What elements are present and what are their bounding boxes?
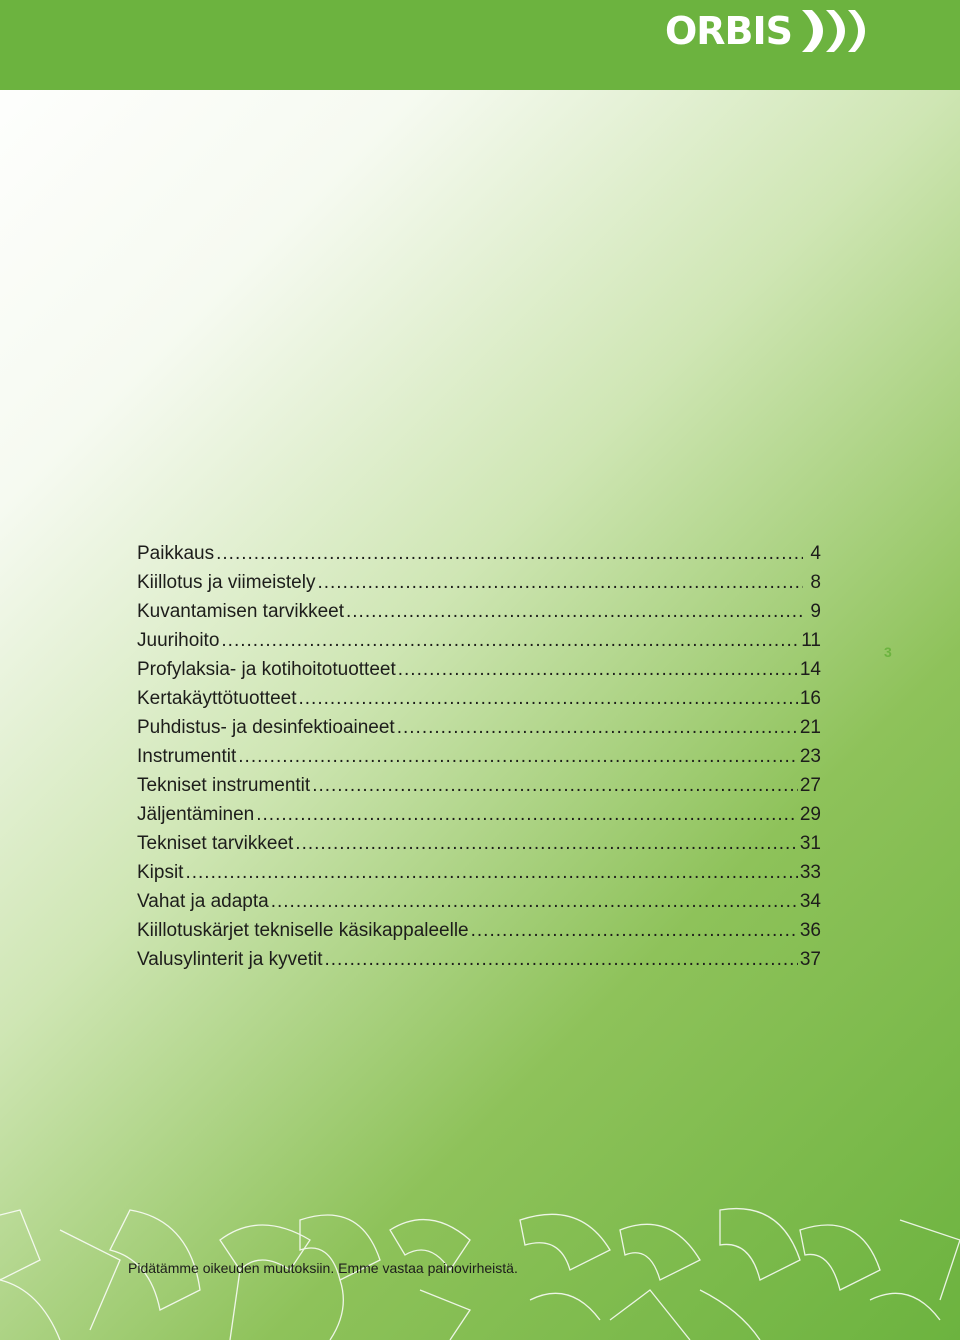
toc-entry-page: 33: [799, 862, 821, 883]
toc-entry-page: 14: [799, 659, 821, 680]
toc-leader-dots: [216, 539, 803, 568]
toc-entry: [137, 626, 821, 655]
toc-entry: [137, 655, 821, 684]
toc-entry-page: 23: [799, 746, 821, 767]
logo-text: ORBIS: [664, 9, 792, 53]
toc-entry-page: 36: [799, 920, 821, 941]
toc-entry-title: Tekniset instrumentit: [137, 775, 311, 796]
toc-leader-dots: [185, 858, 797, 887]
toc-leader-dots: [299, 684, 798, 713]
toc-leader-dots: [346, 597, 803, 626]
toc-leader-dots: [317, 568, 803, 597]
toc-entry-title: Kiillotuskärjet tekniselle käsikappaleelle: [137, 920, 469, 941]
toc-entry: [137, 858, 821, 887]
toc-entry: [137, 771, 821, 800]
toc-entry-title: Kipsit: [137, 862, 184, 883]
toc-entry: [137, 684, 821, 713]
toc-entry-page: 21: [799, 717, 821, 738]
toc-leader-dots: [397, 713, 798, 742]
toc-entry-page: 31: [799, 833, 821, 854]
toc-entry-title: Kiillotus ja viimeistely: [137, 572, 316, 593]
toc-leader-dots: [295, 829, 798, 858]
toc-entry: [137, 916, 821, 945]
toc-entry: [137, 887, 821, 916]
toc-entry: [137, 945, 821, 974]
toc-entry-title: Tekniset tarvikkeet: [137, 833, 294, 854]
toc-entry-title: Valusylinterit ja kyvetit: [137, 949, 323, 970]
toc-entry-title: Puhdistus- ja desinfektioaineet: [137, 717, 395, 738]
toc-entry-page: 11: [801, 630, 821, 651]
toc-entry-title: Paikkaus: [137, 543, 215, 564]
toc-entry-page: 29: [799, 804, 821, 825]
toc-entry-title: Profylaksia- ja kotihoitotuotteet: [137, 659, 396, 680]
toc-entry-title: Kuvantamisen tarvikkeet: [137, 601, 344, 622]
toc-leader-dots: [256, 800, 798, 829]
toc-entry-title: Instrumentit: [137, 746, 237, 767]
disclaimer-note: Pidätämme oikeuden muutoksiin. Emme vastaa painovirheistä.: [128, 1260, 518, 1276]
toc-entry-page: 34: [799, 891, 821, 912]
toc-leader-dots: [238, 742, 798, 771]
toc-entry: [137, 742, 821, 771]
toc-entry-page: 16: [799, 688, 821, 709]
toc-entry-page: 27: [799, 775, 821, 796]
toc-leader-dots: [325, 945, 798, 974]
toc-leader-dots: [471, 916, 798, 945]
toc-entry-title: Juurihoito: [137, 630, 220, 651]
toc-entry: [137, 713, 821, 742]
toc-entry: [137, 568, 821, 597]
header-bar: [0, 0, 960, 90]
toc-leader-dots: [312, 771, 798, 800]
toc-entry: [137, 597, 821, 626]
toc-entry-title: Kertakäyttötuotteet: [137, 688, 297, 709]
table-of-contents: [137, 539, 821, 974]
toc-leader-dots: [271, 887, 798, 916]
page-number: 3: [884, 644, 892, 660]
toc-leader-dots: [398, 655, 798, 684]
toc-entry-page: 8: [810, 572, 821, 593]
toc-entry: [137, 539, 821, 568]
orbis-logo: [665, 6, 870, 56]
toc-entry-page: 37: [799, 949, 821, 970]
toc-leader-dots: [221, 626, 799, 655]
toc-entry-title: Jäljentäminen: [137, 804, 255, 825]
toc-entry: [137, 800, 821, 829]
toc-entry-page: 9: [810, 601, 821, 622]
toc-entry: [137, 829, 821, 858]
logo-waves-icon: [798, 6, 870, 56]
toc-entry-title: Vahat ja adapta: [137, 891, 269, 912]
toc-entry-page: 4: [810, 543, 821, 564]
